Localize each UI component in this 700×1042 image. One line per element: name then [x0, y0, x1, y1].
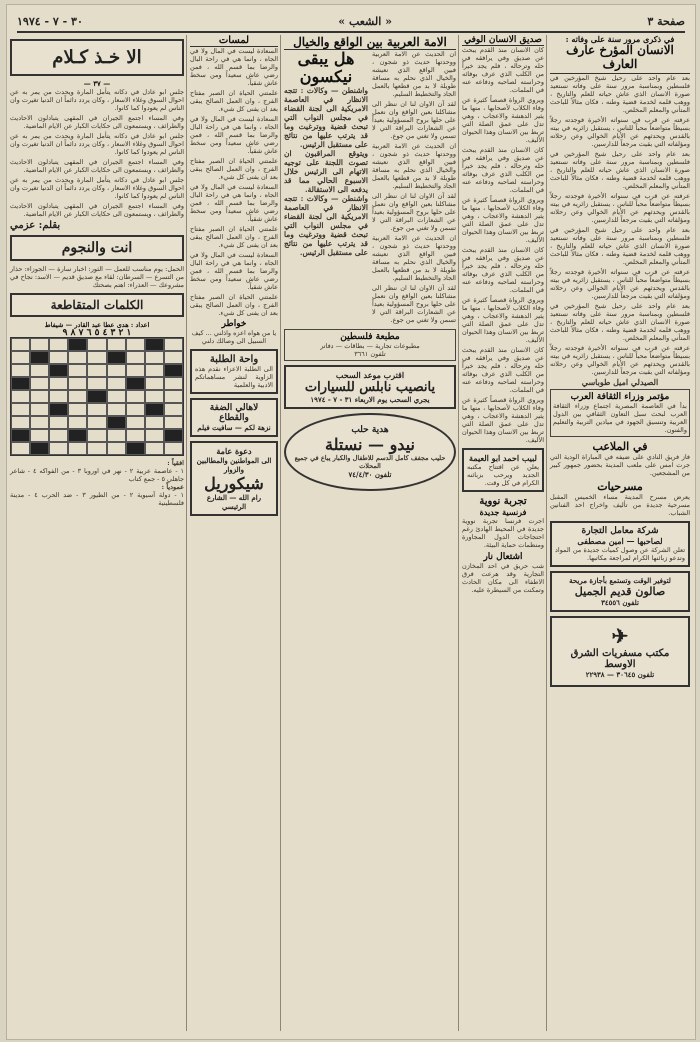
- col4-poem-body: يا من هواه اعزه واذلني ... كيف السبيل الى وصالك دلني: [191, 329, 277, 345]
- crossword-title: الكلمات المتقاطعة: [10, 293, 184, 317]
- crossword-clues-2: ١ - دولة آسيوية ٢ - من الطيور ٣ - ضد الحرب ٤ - مدينة فلسطينية: [10, 491, 184, 507]
- col2-fire-body: شب حريق في احد المخازن التجارية وقد هرعت فرق الاطفاء الى مكان الحادث وتمكنت من السيطرة عليه.: [462, 562, 544, 594]
- col5-number: — ٣٧ —: [83, 79, 111, 88]
- col2-nuclear-body: اجرت فرنسا تجربة نووية جديدة في المحيط الهادئ رغم احتجاجات الدول المجاورة ومنظمات حماية البيئة.: [462, 517, 544, 549]
- col1-theater-body: يعرض مسرح المدينة مساء الخميس المقبل مسرحية جديدة من تأليف واخراج احد الفنانين الشباب.: [550, 493, 690, 517]
- crossword-grid: [10, 337, 184, 456]
- col2-notice-box: لبيب احمد ابو العيمة يعلن عن افتتاح مكتبه الجديد ويرحب بزبائنه الكرام في كل وقت.: [462, 448, 544, 492]
- col1-sports-body: فاز فريق النادي على ضيفه في المباراة الودية التي جرت امس على ملعب المدينة بحضور جمهور كبير من المشجعين.: [550, 453, 690, 477]
- col1-title: الانسان المؤرخ عارف العارف: [550, 43, 690, 74]
- crossword-clues: ١ - عاصمة عربية ٢ - نهر في اوروبا ٣ - من الفواكه ٤ - شاعر جاهلي ٥ - جمع كتاب: [10, 467, 184, 483]
- horoscope-body: الحمل: يوم مناسب للعمل — الثور: اخبار سارة — الجوزاء: حذار من التسرع — السرطان: لقاء مع صديق قديم — الاسد: نجاح في مشروعك — العذراء: اهتم بصحتك: [10, 265, 184, 289]
- col2-fire-title: اشتعال نار: [483, 552, 523, 562]
- col1-kicker: في ذكرى مرور سنة على وفاته :: [565, 35, 675, 44]
- col4-poem-title: خواطر: [221, 319, 247, 329]
- col1-theater-title: مسرحيات: [597, 480, 643, 493]
- shikorel-ad: دعوة عامة الى المواطنين والمطالبين والزوار شيكوريل رام الله — الشارع الرئيسي: [190, 441, 278, 516]
- issue-date: ٣٠ - ٧ - ١٩٧٤: [17, 14, 83, 28]
- column-4: [186, 35, 281, 1031]
- col1-body: بعد عام واحد على رحيل شيخ المؤرخين في فلسطين وبمناسبة مرور سنة على وفاته نستعيد صورة الانسان الذي عاش حياته للعلم والتاريخ ، ووهب قلمه لخدمة قضية وطنه ، فكان مثالاً للباحث المتأني والمعلم المخلص. عرفته عن قرب في سنواته الأخيرة فوجدته رجلاً بسيطاً متواضعاً محباً للناس ، يستقبل زائريه في بيته بالقدس ويحدثهم عن الأيام الخوالي وعن رحلاته ومؤلفاته التي بقيت مرجعاً للدارسين. بعد عام واحد على رحيل شيخ المؤرخين في فلسطين وبمناسبة مرور سنة على وفاته نستعيد صورة الانسان الذي عاش حياته للعلم والتاريخ ، ووهب قلمه لخدمة قضية وطنه ، فكان مثالاً للباحث المتأني والمعلم المخلص. عرفته عن قرب في سنواته الأخيرة فوجدته رجلاً بسيطاً متواضعاً محباً للناس ، يستقبل زائريه في بيته بالقدس ويحدثهم عن الأيام الخوالي وعن رحلاته ومؤلفاته التي بقيت مرجعاً للدارسين. بعد عام واحد على رحيل شيخ المؤرخين في فلسطين وبمناسبة مرور سنة على وفاته نستعيد صورة الانسان الذي عاش حياته للعلم والتاريخ ، ووهب قلمه لخدمة قضية وطنه ، فكان مثالاً للباحث المتأني والمعلم المخلص. عرفته عن قرب في سنواته الأخيرة فوجدته رجلاً بسيطاً متواضعاً محباً للناس ، يستقبل زائريه في بيته بالقدس ويحدثهم عن الأيام الخوالي وعن رحلاته ومؤلفاته التي بقيت مرجعاً للدارسين. بعد عام واحد على رحيل شيخ المؤرخين في فلسطين وبمناسبة مرور سنة على وفاته نستعيد صورة الانسان الذي عاش حياته للعلم والتاريخ ، ووهب قلمه لخدمة قضية وطنه ، فكان مثالاً للباحث المتأني والمعلم المخلص. عرفته عن قرب في سنواته الأخيرة فوجدته رجلاً بسيطاً متواضعاً محباً للناس ، يستقبل زائريه في بيته بالقدس ويحدثهم عن الأيام الخوالي وعن رحلاته ومؤلفاته التي بقيت مرجعاً للدارسين.: [550, 74, 690, 376]
- col2-body: كان الانسان منذ القدم يبحث عن صديق وفي يرافقه في حله وترحاله ، فلم يجد خيراً من الكلب الذي عرف بوفائه وحراسته لصاحبه ودفاعه عنه في الملمات. ويروي الرواة قصصاً كثيرة عن وفاء الكلاب لأصحابها ، منها ما يثير الدهشة والاعجاب ، وهي تدل على عمق الصلة التي تربط بين الانسان وهذا الحيوان الأليف. كان الانسان منذ القدم يبحث عن صديق وفي يرافقه في حله وترحاله ، فلم يجد خيراً من الكلب الذي عرف بوفائه وحراسته لصاحبه ودفاعه عنه في الملمات. ويروي الرواة قصصاً كثيرة عن وفاء الكلاب لأصحابها ، منها ما يثير الدهشة والاعجاب ، وهي تدل على عمق الصلة التي تربط بين الانسان وهذا الحيوان الأليف. كان الانسان منذ القدم يبحث عن صديق وفي يرافقه في حله وترحاله ، فلم يجد خيراً من الكلب الذي عرف بوفائه وحراسته لصاحبه ودفاعه عنه في الملمات. ويروي الرواة قصصاً كثيرة عن وفاء الكلاب لأصحابها ، منها ما يثير الدهشة والاعجاب ، وهي تدل على عمق الصلة التي تربط بين الانسان وهذا الحيوان الأليف. كان الانسان منذ القدم يبحث عن صديق وفي يرافقه في حله وترحاله ، فلم يجد خيراً من الكلب الذي عرف بوفائه وحراسته لصاحبه ودفاعه عنه في الملمات. ويروي الرواة قصصاً كثيرة عن وفاء الكلاب لأصحابها ، منها ما يثير الدهشة والاعجاب ، وهي تدل على عمق الصلة التي تربط بين الانسان وهذا الحيوان الأليف.: [462, 46, 544, 444]
- paper-name: « الشعب »: [338, 14, 392, 28]
- col4-title: لمسات: [190, 35, 278, 47]
- salon-ad: لتوفير الوقت وتستمع بأجازة مريحة صالون قديم الجميل تلفون ٣٤٥٥٦: [550, 571, 690, 612]
- page-label: صفحة ٣: [647, 14, 685, 28]
- col2-nuclear-sub: فرنسية جديدة: [479, 507, 527, 517]
- market-ad: لاهالي الضفة والقطاع نزهة لكم — سافيت فيلم: [190, 398, 278, 437]
- crossword-digits: ١ ٢ ٣ ٤ ٥ ٦ ٧ ٨ ٩: [62, 328, 132, 338]
- col5-body: جلس ابو عادل في دكانه يتأمل المارة ويحدث من يمر به عن احوال السوق وغلاء الاسعار ، وكان يردد دائماً ان الدنيا تغيرت وان الناس لم يعودوا كما كانوا. وفي المساء اجتمع الجيران في المقهى يتبادلون الاحاديث والطرائف ، ويستمعون الى حكايات الكبار عن الايام الماضية. جلس ابو عادل في دكانه يتأمل المارة ويحدث من يمر به عن احوال السوق وغلاء الاسعار ، وكان يردد دائماً ان الدنيا تغيرت وان الناس لم يعودوا كما كانوا. وفي المساء اجتمع الجيران في المقهى يتبادلون الاحاديث والطرائف ، ويستمعون الى حكايات الكبار عن الايام الماضية. جلس ابو عادل في دكانه يتأمل المارة ويحدث من يمر به عن احوال السوق وغلاء الاسعار ، وكان يردد دائماً ان الدنيا تغيرت وان الناس لم يعودوا كما كانوا. وفي المساء اجتمع الجيران في المقهى يتبادلون الاحاديث والطرائف ، ويستمعون الى حكايات الكبار عن الايام الماضية.: [10, 88, 184, 218]
- column-5: [7, 35, 187, 1031]
- col3-title: الامة العربية بين الواقع والخيال: [284, 35, 456, 50]
- col1-conference-box: مؤتمر وزراء الثقافة العرب بدأ في العاصمة المصرية اجتماع وزراء الثقافة العرب لبحث سبل التعاون الثقافي بين الدول العربية وتنسيق الجهود في ميادين التربية والتعليم والفنون.: [550, 389, 690, 437]
- airline-ad: ✈ مكتب مسفريات الشرق الاوسط تلفون ٣٠٦٤٥ — ٢٢٩٣٨: [550, 616, 690, 687]
- nido-ad: هدية حلب نيدو — نستلة حليب مجفف كامل الدسم للاطفال والكبار يباع في جميع المحلات تلفون ٧٤/٤/٣٠: [284, 413, 456, 491]
- masthead: [17, 11, 685, 33]
- airline-logo-icon: ✈: [611, 624, 629, 648]
- crossword-clues-title: افقياً :: [167, 459, 184, 467]
- column-1: [546, 35, 693, 1031]
- col2-nuclear-title: تجربة نووية: [479, 496, 527, 507]
- col3-nixon-article: هل يبقى نيكسون واشنطن — وكالات : تتجه الانظار في العاصمة الامريكية الى لجنة القضاء في مجلس النواب التي تبحث قضية ووترغيت وما قد يترتب عليها من نتائج على مستقبل الرئيس. ويتوقع المراقبون ان تصوت اللجنة على توجيه الاتهام الى الرئيس خلال الاسبوع الحالي مما قد يدفعه الى الاستقالة. واشنطن — وكالات : تتجه الانظار في العاصمة الامريكية الى لجنة القضاء في مجلس النواب التي تبحث قضية ووترغيت وما قد يترتب عليها من نتائج على مستقبل الرئيس.: [284, 49, 368, 257]
- col2-title: صديق الانسان الوفي: [462, 35, 544, 46]
- crossword-clues-title-2: عمودياً :: [161, 483, 184, 491]
- col1-signature: الصيدلي اميل طوباسي: [581, 377, 659, 387]
- col4-body: السعادة ليست في المال ولا في الجاه ، وانما هي في راحة البال والرضا بما قسم الله ، فمن رضي عاش سعيداً ومن سخط عاش شقياً. علمتني الحياة ان الصبر مفتاح الفرج ، وان العمل الصالح يبقى بعد ان يفنى كل شيء. السعادة ليست في المال ولا في الجاه ، وانما هي في راحة البال والرضا بما قسم الله ، فمن رضي عاش سعيداً ومن سخط عاش شقياً. علمتني الحياة ان الصبر مفتاح الفرج ، وان العمل الصالح يبقى بعد ان يفنى كل شيء. السعادة ليست في المال ولا في الجاه ، وانما هي في راحة البال والرضا بما قسم الله ، فمن رضي عاش سعيداً ومن سخط عاش شقياً. علمتني الحياة ان الصبر مفتاح الفرج ، وان العمل الصالح يبقى بعد ان يفنى كل شيء. السعادة ليست في المال ولا في الجاه ، وانما هي في راحة البال والرضا بما قسم الله ، فمن رضي عاش سعيداً ومن سخط عاش شقياً. علمتني الحياة ان الصبر مفتاح الفرج ، وان العمل الصالح يبقى بعد ان يفنى كل شيء.: [190, 47, 278, 317]
- newspaper-page: [6, 4, 696, 1040]
- press-ad: مطبعة فلسطين مطبوعات تجارية — بطاقات — دفاتر تلفون ٣٦٦١: [284, 329, 456, 361]
- col5-logo: الا خـذ كـلام: [10, 39, 184, 76]
- col1-sports-title: في الملاعب: [592, 440, 648, 453]
- crossword-author: اعداد : هدى عطا عبد القادر — شيفاط: [44, 321, 150, 329]
- col3-body-a: ان الحديث عن الامة العربية ووحدتها حديث ذو شجون ، فبين الواقع الذي نعيشه والخيال الذي نحلم به مسافة طويلة لا بد من قطعها بالعمل الجاد والتخطيط السليم. لقد آن الاوان لنا ان ننظر الى مشاكلنا بعين الواقع وان نعمل على حلها بروح المسؤولية بعيداً عن الشعارات البراقة التي لا تسمن ولا تغني من جوع. ان الحديث عن الامة العربية ووحدتها حديث ذو شجون ، فبين الواقع الذي نعيشه والخيال الذي نحلم به مسافة طويلة لا بد من قطعها بالعمل الجاد والتخطيط السليم. لقد آن الاوان لنا ان ننظر الى مشاكلنا بعين الواقع وان نعمل على حلها بروح المسؤولية بعيداً عن الشعارات البراقة التي لا تسمن ولا تغني من جوع. ان الحديث عن الامة العربية ووحدتها حديث ذو شجون ، فبين الواقع الذي نعيشه والخيال الذي نحلم به مسافة طويلة لا بد من قطعها بالعمل الجاد والتخطيط السليم. لقد آن الاوان لنا ان ننظر الى مشاكلنا بعين الواقع وان نعمل على حلها بروح المسؤولية بعيداً عن الشعارات البراقة التي لا تسمن ولا تغني من جوع.: [372, 50, 456, 324]
- students-box: واحة الطلبة الى الطلبة الاعزاء نقدم هذه الزاوية لنشر مساهماتكم الادبية والعلمية: [190, 349, 278, 394]
- company-ad: شركة معامل التجارة لصاحبها — امين مصطفى تعلن الشركة عن وصول كميات جديدة من المواد وتدعو زبائنها الكرام لمراجعة مكاتبها.: [550, 521, 690, 567]
- column-2: [458, 35, 547, 1031]
- col5-signature: بقلم: عزمي: [10, 220, 61, 231]
- horoscope-title: انت والنجوم: [10, 235, 184, 261]
- lottery-ad: اقترب موعد السحب يانصيب نابلس للسيارات يجري السحب يوم الاربعاء ٣١ - ٧ - ١٩٧٤: [284, 365, 456, 409]
- column-3: [280, 35, 459, 1031]
